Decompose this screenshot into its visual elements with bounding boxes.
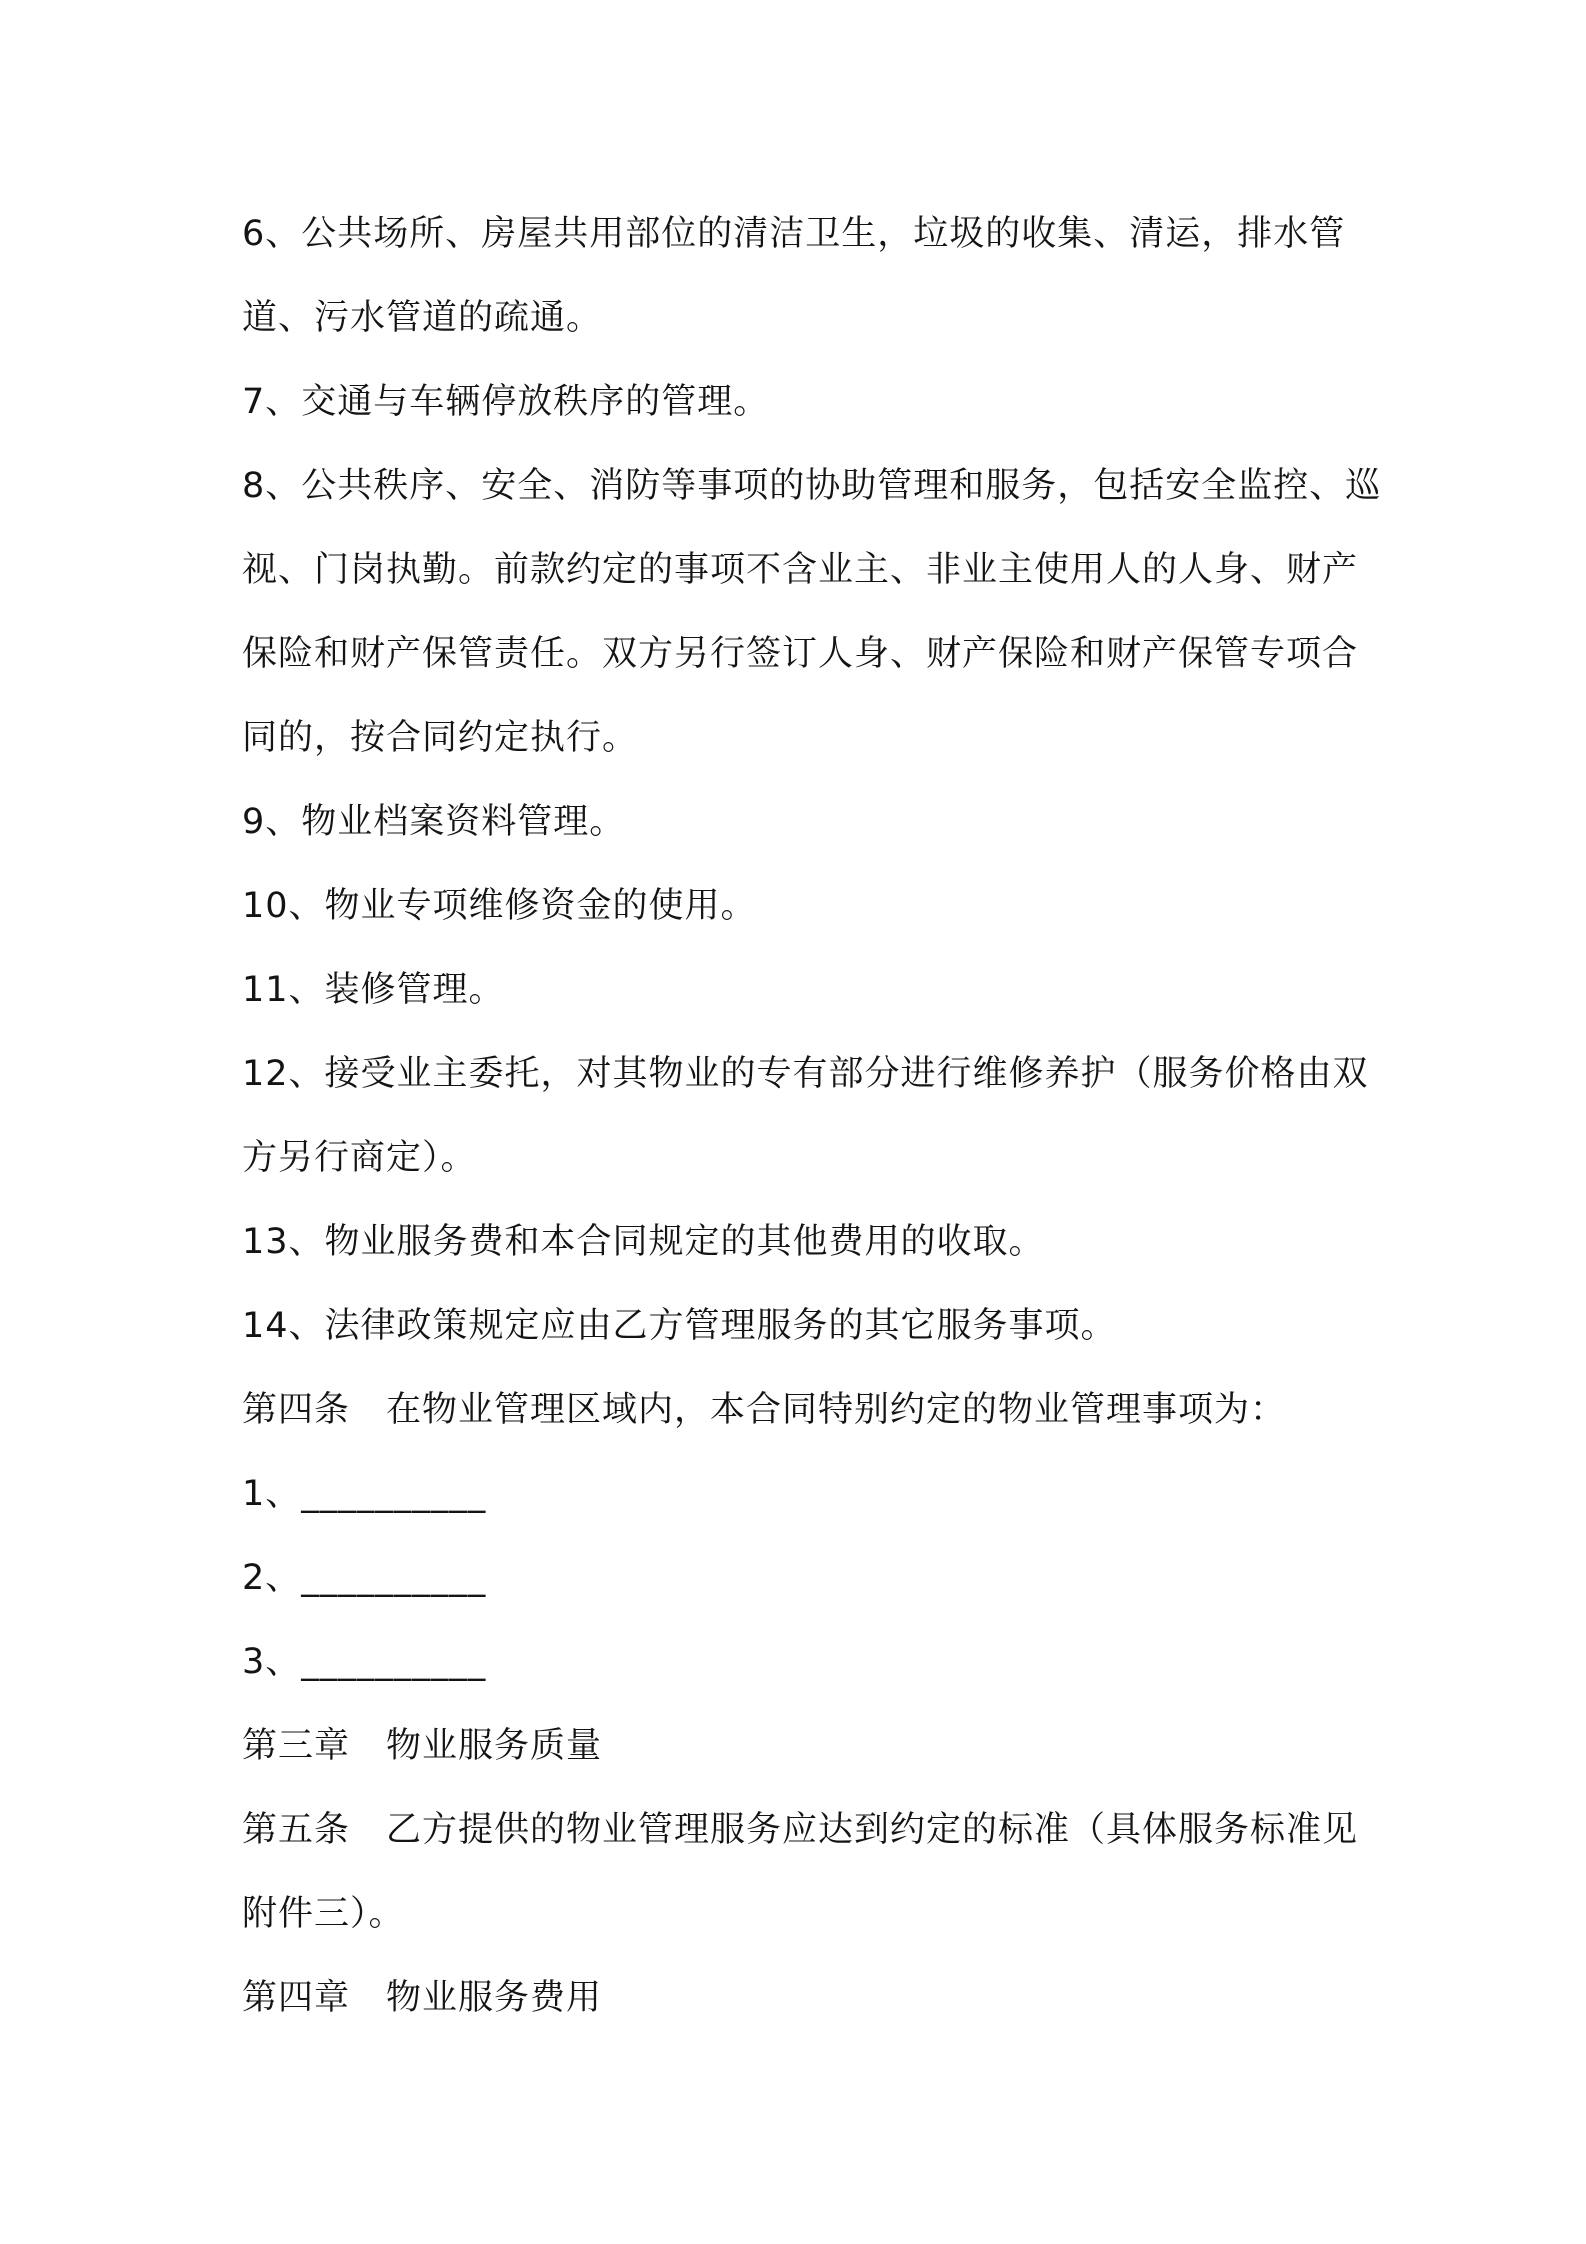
paragraph-item-7: 7、交通与车辆停放秩序的管理。 [242, 382, 770, 422]
paragraph-item-14: 14、法律政策规定应由乙方管理服务的其它服务事项。 [242, 1306, 1117, 1346]
chapter-3-heading: 第三章 物业服务质量 [242, 1726, 603, 1766]
paragraph-item-6: 6、公共场所、房屋共用部位的清洁卫生，垃圾的收集、清运，排水管道、污水管道的疏通。 [242, 214, 1346, 338]
article-4-heading: 第四条 在物业管理区域内，本合同特别约定的物业管理事项为： [242, 1390, 1287, 1430]
paragraph-item-12: 12、接受业主委托，对其物业的专有部分进行维修养护（服务价格由双方另行商定）。 [242, 1054, 1369, 1178]
blank-item-3: 3、__________ [242, 1642, 487, 1682]
blank-item-1: 1、__________ [242, 1474, 487, 1514]
chapter-4-heading: 第四章 物业服务费用 [242, 1978, 603, 2018]
paragraph-item-8: 8、公共秩序、安全、消防等事项的协助管理和服务，包括安全监控、巡视、门岗执勤。前款约定的事项不含业主、非业主使用人的人身、财产保险和财产保管责任。双方另行签订人身、财产保险和财产保管专项合同的，按合同约定执行。 [242, 466, 1382, 758]
blank-item-2: 2、__________ [242, 1558, 487, 1598]
paragraph-item-10: 10、物业专项维修资金的使用。 [242, 886, 757, 926]
paragraph-item-13: 13、物业服务费和本合同规定的其他费用的收取。 [242, 1222, 1045, 1262]
document-body [242, 192, 1382, 2040]
paragraph-item-9: 9、物业档案资料管理。 [242, 802, 626, 842]
paragraph-item-11: 11、装修管理。 [242, 970, 505, 1010]
article-5-paragraph: 第五条 乙方提供的物业管理服务应达到约定的标准（具体服务标准见附件三）。 [242, 1810, 1359, 1934]
